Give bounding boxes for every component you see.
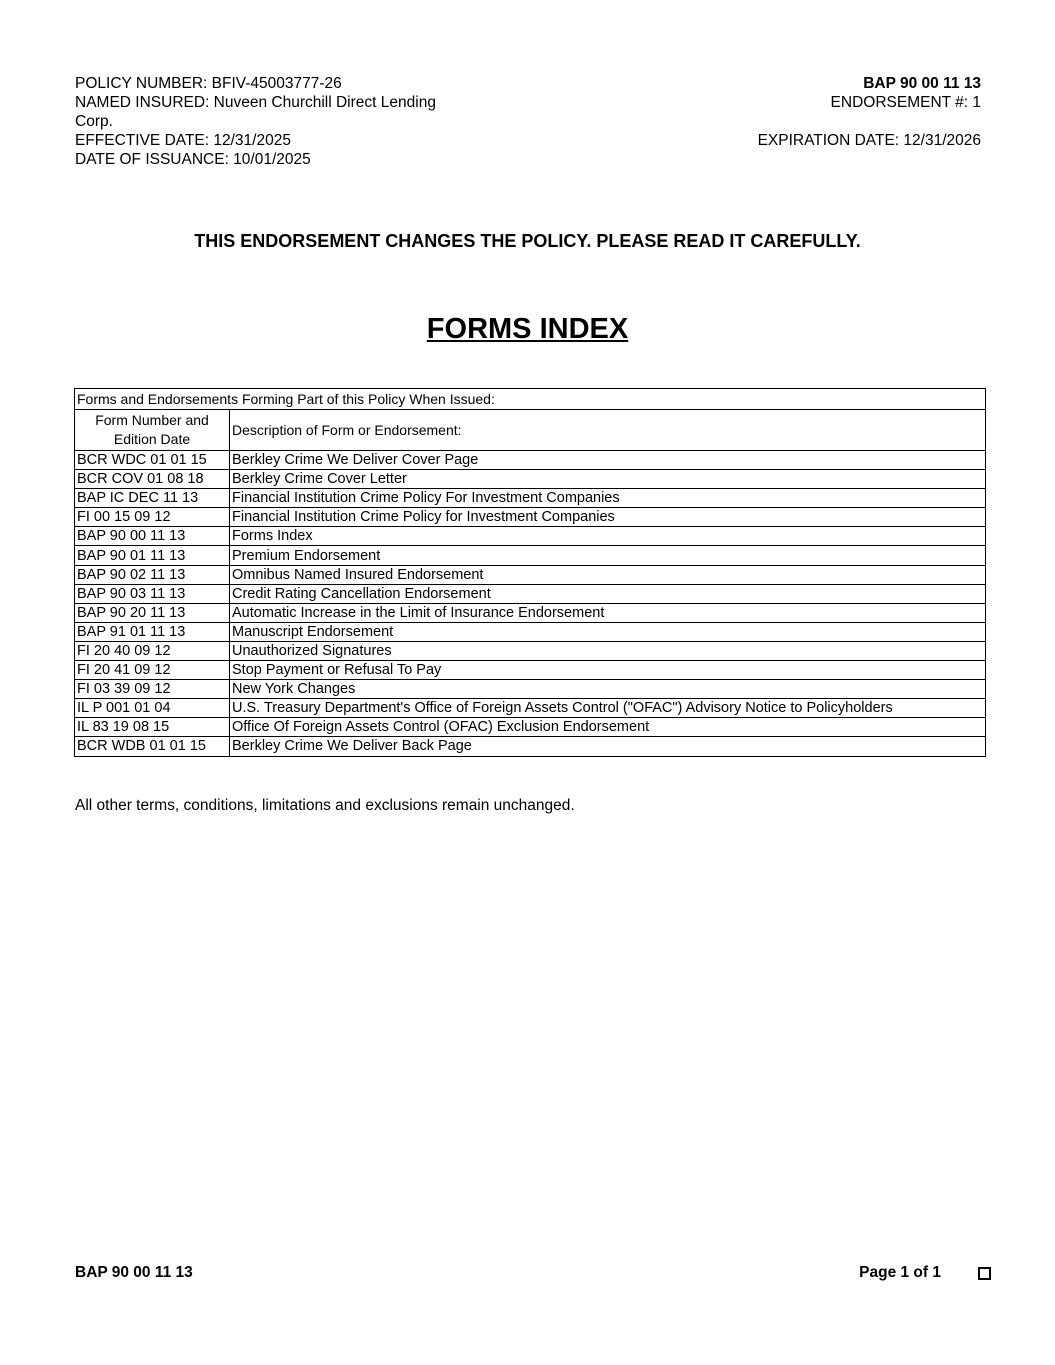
table-row (75, 718, 986, 737)
table-row (75, 603, 986, 622)
table-row (75, 470, 986, 489)
form-number: IL P 001 01 04 (75, 699, 230, 718)
form-description: Credit Rating Cancellation Endorsement (230, 584, 986, 603)
endorsement-number: ENDORSEMENT #: 1 (830, 94, 981, 111)
form-description: Berkley Crime Cover Letter (230, 470, 986, 489)
table-row (75, 661, 986, 680)
form-description: Forms Index (230, 527, 986, 546)
table-row (75, 699, 986, 718)
form-description: Omnibus Named Insured Endorsement (230, 565, 986, 584)
table-row (75, 622, 986, 641)
policy-header (75, 74, 981, 169)
form-description: Financial Institution Crime Policy For Investment Companies (230, 489, 986, 508)
form-number: BAP 91 01 11 13 (75, 622, 230, 641)
form-description: U.S. Treasury Department's Office of Foreign Assets Control ("OFAC") Advisory Notice to Policyholders (230, 699, 986, 718)
table-row (75, 680, 986, 699)
column-header-form-number: Form Number and Edition Date (75, 410, 230, 451)
endorsement-notice: THIS ENDORSEMENT CHANGES THE POLICY. PLEASE READ IT CAREFULLY. (194, 231, 861, 251)
form-description: Berkley Crime We Deliver Cover Page (230, 451, 986, 470)
footer (75, 1264, 941, 1282)
footer-form-code: BAP 90 00 11 13 (75, 1264, 193, 1281)
table-row (75, 565, 986, 584)
form-number: BAP 90 02 11 13 (75, 565, 230, 584)
named-insured: NAMED INSURED: Nuveen Churchill Direct Lending (75, 94, 436, 111)
table-row (75, 527, 986, 546)
column-header-description: Description of Form or Endorsement: (230, 410, 986, 451)
form-number: BAP IC DEC 11 13 (75, 489, 230, 508)
checkbox-icon (978, 1267, 991, 1280)
form-description: Automatic Increase in the Limit of Insurance Endorsement (230, 603, 986, 622)
table-row (75, 489, 986, 508)
form-description: Unauthorized Signatures (230, 641, 986, 660)
form-number: BAP 90 00 11 13 (75, 527, 230, 546)
form-number: BAP 90 03 11 13 (75, 584, 230, 603)
form-number: BCR WDB 01 01 15 (75, 737, 230, 756)
form-code: BAP 90 00 11 13 (863, 75, 981, 92)
page-title: FORMS INDEX (426, 313, 629, 345)
form-number: BAP 90 20 11 13 (75, 603, 230, 622)
forms-table (74, 388, 986, 757)
effective-date: EFFECTIVE DATE: 12/31/2025 (75, 132, 291, 149)
form-description: Manuscript Endorsement (230, 622, 986, 641)
form-number: FI 00 15 09 12 (75, 508, 230, 527)
closing-statement: All other terms, conditions, limitations and exclusions remain unchanged. (75, 797, 575, 814)
form-number: BAP 90 01 11 13 (75, 546, 230, 565)
form-number: BCR COV 01 08 18 (75, 470, 230, 489)
table-caption: Forms and Endorsements Forming Part of this Policy When Issued: (75, 389, 986, 410)
table-row (75, 508, 986, 527)
policy-number: POLICY NUMBER: BFIV-45003777-26 (75, 75, 342, 92)
form-description: Premium Endorsement (230, 546, 986, 565)
form-number: FI 20 41 09 12 (75, 661, 230, 680)
named-insured-cont: Corp. (75, 113, 113, 130)
issuance-date: DATE OF ISSUANCE: 10/01/2025 (75, 151, 311, 168)
form-number: FI 20 40 09 12 (75, 641, 230, 660)
form-description: Financial Institution Crime Policy for Investment Companies (230, 508, 986, 527)
form-number: FI 03 39 09 12 (75, 680, 230, 699)
form-description: New York Changes (230, 680, 986, 699)
table-row (75, 584, 986, 603)
expiration-date: EXPIRATION DATE: 12/31/2026 (757, 132, 981, 149)
form-description: Berkley Crime We Deliver Back Page (230, 737, 986, 756)
table-row (75, 451, 986, 470)
form-description: Stop Payment or Refusal To Pay (230, 661, 986, 680)
form-number: IL 83 19 08 15 (75, 718, 230, 737)
form-number: BCR WDC 01 01 15 (75, 451, 230, 470)
page-number: Page 1 of 1 (859, 1264, 941, 1281)
table-row (75, 737, 986, 756)
table-row (75, 641, 986, 660)
form-description: Office Of Foreign Assets Control (OFAC) Exclusion Endorsement (230, 718, 986, 737)
table-row (75, 546, 986, 565)
